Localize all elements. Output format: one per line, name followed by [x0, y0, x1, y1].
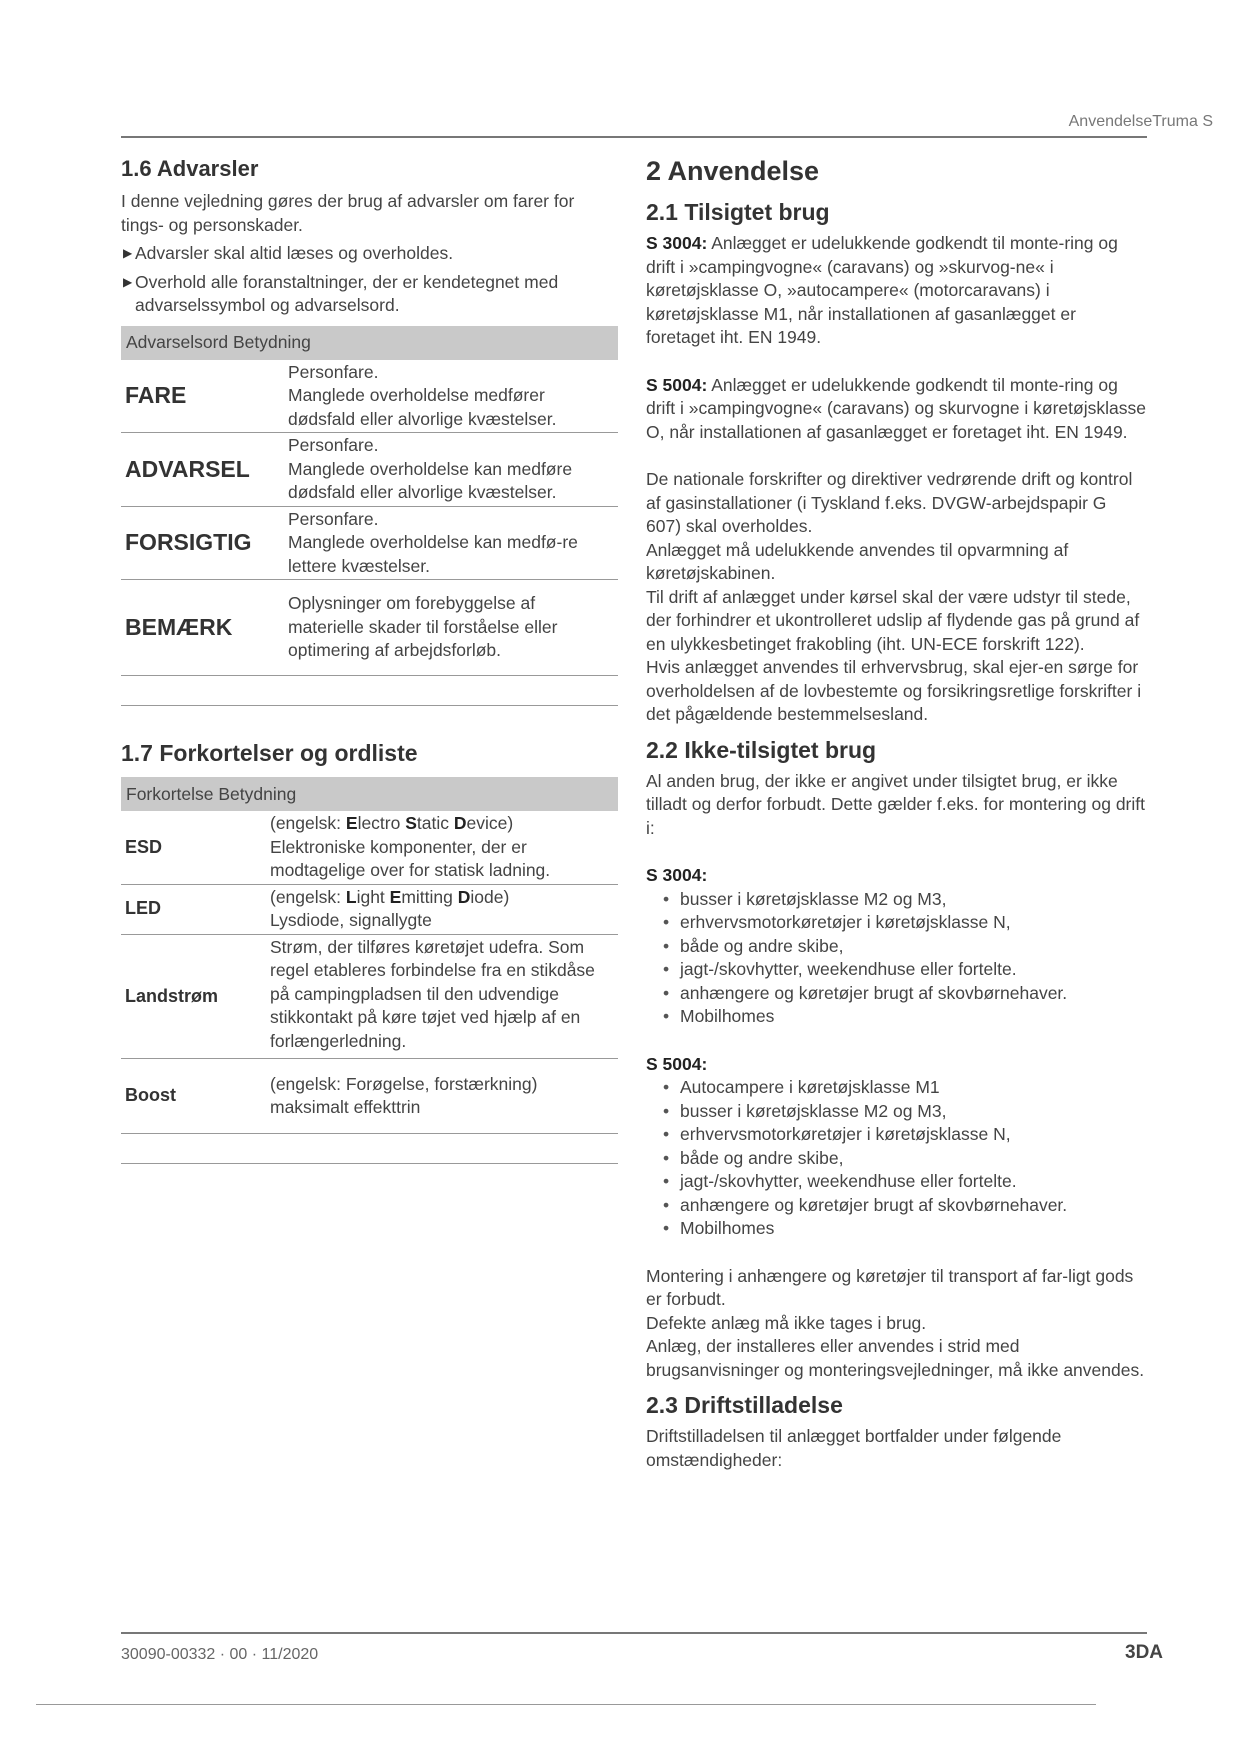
text-run: mitting	[401, 886, 458, 907]
text-run: tatic	[416, 813, 454, 833]
section-gap	[646, 727, 1146, 737]
meaning-line: maksimalt effekttrin	[270, 1097, 421, 1117]
defective-units-paragraph: Defekte anlæg må ikke tages i brug.	[646, 1312, 927, 1333]
paragraph-gap	[646, 840, 1146, 864]
chapter-2-title: 2 Anvendelse	[646, 156, 820, 186]
list-item: • anhængere og køretøjer brugt af skovbørnehaver.	[663, 982, 1146, 1006]
table-row	[121, 506, 618, 580]
text-run: lectro	[357, 813, 406, 833]
text-run: iode)	[470, 886, 510, 907]
bullet-text: Overhold alle foranstaltninger, der er kendetegnet med advarselssymbol og advarselsord.	[135, 271, 559, 315]
meaning-line	[270, 886, 614, 910]
list-item: • anhængere og køretøjer brugt af skovbørnehaver.	[663, 1194, 1146, 1218]
table-row	[121, 580, 618, 676]
meaning-cell	[284, 580, 618, 676]
dangerous-goods-paragraph: Montering i anhængere og køretøjer til transport af far-ligt gods er forbudt.	[646, 1265, 1134, 1309]
initial-letter: E	[345, 813, 358, 833]
text-run: (engelsk:	[270, 813, 346, 833]
running-header: AnvendelseTruma S	[1068, 113, 1213, 130]
meaning-cell	[266, 884, 618, 934]
bullet-text: Advarsler skal altid læses og overholdes.	[135, 243, 454, 263]
list-label-s3004: S 3004:	[646, 865, 708, 885]
table-row	[121, 934, 618, 1059]
abbr-esd: ESD	[121, 811, 266, 884]
list-item: • erhvervsmotorkøretøjer i køretøjsklasse N,	[663, 911, 1146, 935]
meaning-line: Strøm, der tilføres køretøjet udefra. Som regel etableres forbindelse fra en stikdåse på campingpladsen til den udvendige stikkontakt på køre tøjet ved hjælp af en forlængerledning.	[270, 936, 595, 1051]
meaning-line: Personfare.	[288, 361, 379, 382]
heating-use-paragraph: Anlægget må udelukkende anvendes til opvarmning af køretøjskabinen.	[646, 539, 1069, 583]
section-gap	[646, 1382, 1146, 1392]
meaning-cell	[266, 934, 618, 1059]
meaning-line: Elektroniske komponenter, der er modtagelige over for statisk ladning.	[270, 836, 551, 880]
initial-letter: D	[457, 886, 471, 907]
warnings-table	[121, 326, 618, 707]
triangle-bullet-icon: ▶	[123, 274, 133, 289]
section-2-1-title: 2.1 Tilsigtet brug	[646, 199, 830, 225]
abbr-landstrom: Landstrøm	[121, 934, 266, 1059]
text-run: ight	[356, 886, 390, 907]
text-run: Anlægget er udelukkende godkendt til monte-ring og drift i »campingvogne« (caravans) og skurvogne i køretøjsklasse O, når installationen af gasanlægget er foretaget iht. EN 1949.	[646, 374, 1146, 442]
warning-bullet	[123, 242, 618, 266]
section-2-2-title: 2.2 Ikke-tilsigtet brug	[646, 736, 877, 763]
operating-permit-paragraph: Driftstilladelsen til anlægget bortfalder under følgende omstændigheder:	[646, 1426, 1062, 1470]
warnings-table-header: Advarselsord Betydning	[121, 326, 618, 360]
s3004-list	[663, 888, 1146, 1029]
section-gap	[121, 706, 618, 740]
driving-operation-paragraph: Til drift af anlægget under kørsel skal der være udstyr til stede, der forhindrer et ukontrolleret udslip af flydende gas på grund af en ulykkesbetinget frakobling (iht. UN-ECE forskrift 122).	[646, 586, 1140, 654]
page-edge-line	[36, 1704, 1096, 1705]
spacer-cell	[121, 1134, 618, 1164]
model-label: S 5004:	[646, 374, 708, 395]
paragraph-gap	[646, 350, 1146, 374]
unintended-use-intro: Al anden brug, der ikke er angivet under tilsigtet brug, er ikke tilladt og derfor forbudt. Dette gælder f.eks. for montering og drift i:	[646, 770, 1145, 838]
commercial-use-paragraph: Hvis anlægget anvendes til erhvervsbrug, skal ejer-en sørge for overholdelsen af de lovbestemte og forsikringsretlige forskrifter i det pågældende bestemmelsesland.	[646, 657, 1142, 724]
left-column	[121, 156, 618, 1164]
meaning-cell	[284, 360, 618, 433]
table-spacer-row	[121, 1134, 618, 1164]
list-item: • Mobilhomes	[663, 1005, 1146, 1029]
list-item: • busser i køretøjsklasse M2 og M3,	[663, 888, 1146, 912]
table-spacer-row	[121, 676, 618, 706]
signal-word-forsigtig: FORSIGTIG	[121, 506, 284, 580]
meaning-line: Personfare.	[288, 508, 379, 529]
table-row	[121, 811, 618, 884]
list-item: • både og andre skibe,	[663, 935, 1146, 959]
abbreviations-table	[121, 777, 618, 1164]
signal-word-fare: FARE	[121, 360, 284, 433]
list-item: • jagt-/skovhytter, weekendhuse eller fortelte.	[663, 1170, 1146, 1194]
meaning-line: Manglede overholdelse medfører dødsfald eller alvorlige kvæstelser.	[288, 385, 557, 429]
meaning-line: Lysdiode, signallygte	[270, 910, 432, 930]
list-item: • busser i køretøjsklasse M2 og M3,	[663, 1100, 1146, 1124]
text-run: Anlægget er udelukkende godkendt til monte-ring og drift i »campingvogne« (caravans) og »skurvog-ne« i køretøjsklasse O, »autocampere« (motorcaravans) i køretøjsklasse M1, når installationen af gasanlægget er foretaget iht. EN 1949.	[646, 233, 1118, 347]
document-number: 30090-00332 · 00 · 11/2020	[121, 1646, 319, 1663]
abbr-led: LED	[121, 884, 266, 934]
table-row	[121, 884, 618, 934]
meaning-cell	[284, 433, 618, 507]
text-run: evice)	[466, 813, 514, 833]
section-1-7-title: 1.7 Forkortelser og ordliste	[121, 740, 418, 766]
initial-letter: L	[345, 886, 357, 907]
header-rule	[121, 136, 1147, 138]
meaning-line	[270, 812, 614, 836]
meaning-cell	[266, 811, 618, 884]
abbr-boost: Boost	[121, 1059, 266, 1134]
section-2-3-title: 2.3 Driftstilladelse	[646, 1392, 843, 1418]
meaning-line: Manglede overholdelse kan medføre dødsfald eller alvorlige kvæstelser.	[288, 458, 573, 502]
abbreviations-table-header: Forkortelse Betydning	[121, 777, 618, 811]
table-row	[121, 1059, 618, 1134]
signal-word-bemaerk: BEMÆRK	[121, 580, 284, 676]
model-label: S 3004:	[646, 233, 708, 253]
initial-letter: S	[405, 813, 417, 833]
meaning-line: Oplysninger om forebyggelse af materielle skader til forståelse eller optimering af arbejdsforløb.	[288, 593, 558, 661]
national-regulations-paragraph: De nationale forskrifter og direktiver vedrørende drift og kontrol af gasinstallationer (i Tyskland f.eks. DVGW-arbejdspapir G 607) skal overholdes.	[646, 469, 1133, 536]
s5004-approval-paragraph	[646, 374, 1146, 445]
list-item: • erhvervsmotorkøretøjer i køretøjsklasse N,	[663, 1123, 1146, 1147]
spacer-cell	[121, 676, 618, 706]
paragraph-gap	[646, 444, 1146, 468]
paragraph-gap	[646, 1241, 1146, 1265]
page-number: 3DA	[1125, 1642, 1164, 1663]
initial-letter: E	[389, 886, 402, 907]
list-item: • jagt-/skovhytter, weekendhuse eller fortelte.	[663, 958, 1146, 982]
meaning-cell	[266, 1059, 618, 1134]
footer-rule	[121, 1632, 1147, 1634]
s5004-list	[663, 1076, 1146, 1241]
triangle-bullet-icon: ▶	[123, 246, 133, 260]
improper-installation-paragraph: Anlæg, der installeres eller anvendes i strid med brugsanvisninger og monteringsvejledninger, må ikke anvendes.	[646, 1336, 1145, 1380]
warning-bullet	[123, 271, 618, 318]
paragraph-gap	[646, 1029, 1146, 1053]
meaning-cell	[284, 506, 618, 580]
list-item: • både og andre skibe,	[663, 1147, 1146, 1171]
signal-word-advarsel: ADVARSEL	[121, 433, 284, 507]
s3004-approval-paragraph	[646, 232, 1146, 350]
right-column	[646, 156, 1146, 1472]
list-item: • Mobilhomes	[663, 1217, 1146, 1241]
section-1-6-intro: I denne vejledning gøres der brug af advarsler om farer for tings- og personskader.	[121, 191, 575, 235]
meaning-line: Personfare.	[288, 435, 379, 455]
table-row	[121, 433, 618, 507]
text-run: (engelsk:	[270, 886, 346, 907]
meaning-line: Manglede overholdelse kan medfø-re lettere kvæstelser.	[288, 532, 578, 576]
meaning-line: (engelsk: Forøgelse, forstærkning)	[270, 1073, 538, 1094]
initial-letter: D	[453, 813, 467, 833]
list-label-s5004: S 5004:	[646, 1053, 708, 1074]
section-1-6-title: 1.6 Advarsler	[121, 156, 259, 181]
table-row	[121, 360, 618, 433]
list-item: • Autocampere i køretøjsklasse M1	[663, 1076, 1146, 1100]
